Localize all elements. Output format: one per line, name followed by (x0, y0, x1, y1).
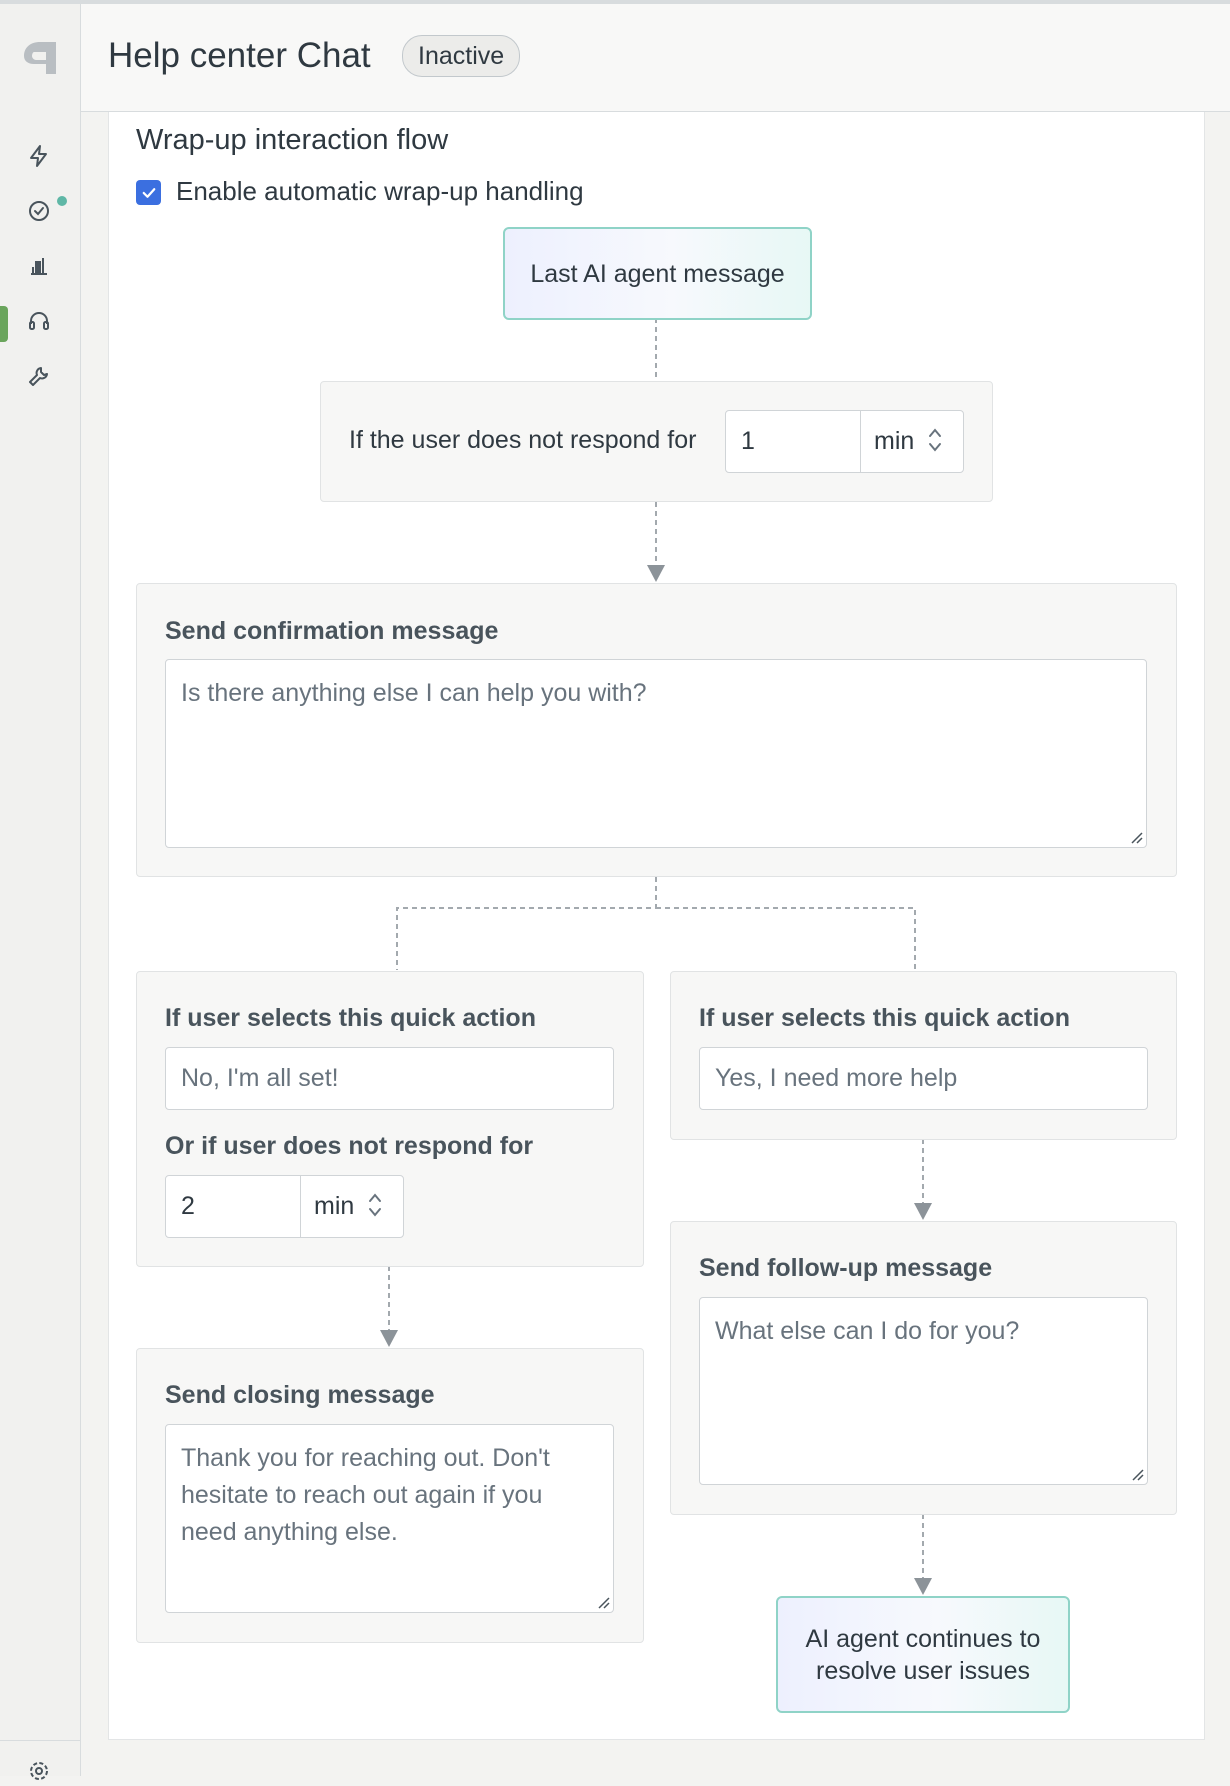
followup-message-label: Send follow-up message (699, 1254, 993, 1282)
status-badge: Inactive (402, 35, 520, 77)
left-quick-action-placeholder: No, I'm all set! (181, 1064, 339, 1092)
section-title: Wrap-up interaction flow (136, 124, 449, 156)
chevron-updown-icon[interactable] (367, 1190, 383, 1220)
closing-message-placeholder: Thank you for reaching out. Don't hesitate to reach out again if you need anything else. (181, 1444, 550, 1546)
left-quick-action-input[interactable] (165, 1047, 614, 1110)
arrowhead-followup (914, 1203, 932, 1220)
followup-message-textarea[interactable] (699, 1297, 1148, 1485)
no-response-value[interactable]: 2 (181, 1192, 195, 1220)
timeout-value[interactable]: 1 (741, 427, 755, 455)
connector-branch-left (397, 877, 656, 970)
stepper-divider (300, 1176, 301, 1237)
closing-message-label: Send closing message (165, 1381, 435, 1409)
arrowhead-closing (380, 1330, 398, 1347)
confirmation-placeholder: Is there anything else I can help you with? (181, 679, 647, 707)
arrowhead-confirmation (647, 565, 665, 582)
timeout-label: If the user does not respond for (349, 426, 697, 454)
followup-message-placeholder: What else can I do for you? (715, 1317, 1020, 1345)
closing-message-textarea[interactable] (165, 1424, 614, 1613)
no-response-label: Or if user does not respond for (165, 1132, 534, 1160)
no-response-unit[interactable]: min (314, 1192, 355, 1220)
right-quick-action-input[interactable] (699, 1047, 1148, 1110)
page-title: Help center Chat (108, 36, 371, 75)
right-quick-action-placeholder: Yes, I need more help (715, 1064, 958, 1092)
resize-handle-icon[interactable] (1129, 830, 1143, 844)
timeout-stepper[interactable] (725, 410, 964, 473)
resize-handle-icon[interactable] (596, 1595, 610, 1609)
end-node: AI agent continues to resolve user issues (776, 1596, 1070, 1713)
enable-wrapup-label[interactable]: Enable automatic wrap-up handling (176, 176, 584, 206)
timeout-unit[interactable]: min (874, 427, 915, 455)
left-quick-action-label: If user selects this quick action (165, 1004, 536, 1032)
connector-branch-right (656, 908, 915, 970)
stepper-divider (860, 411, 861, 472)
arrowhead-end (914, 1578, 932, 1595)
confirmation-textarea[interactable] (165, 659, 1147, 848)
resize-handle-icon[interactable] (1130, 1467, 1144, 1481)
start-node: Last AI agent message (503, 227, 812, 320)
right-quick-action-label: If user selects this quick action (699, 1004, 1070, 1032)
chevron-updown-icon[interactable] (927, 425, 943, 455)
confirmation-label: Send confirmation message (165, 617, 499, 645)
no-response-stepper[interactable] (165, 1175, 404, 1238)
